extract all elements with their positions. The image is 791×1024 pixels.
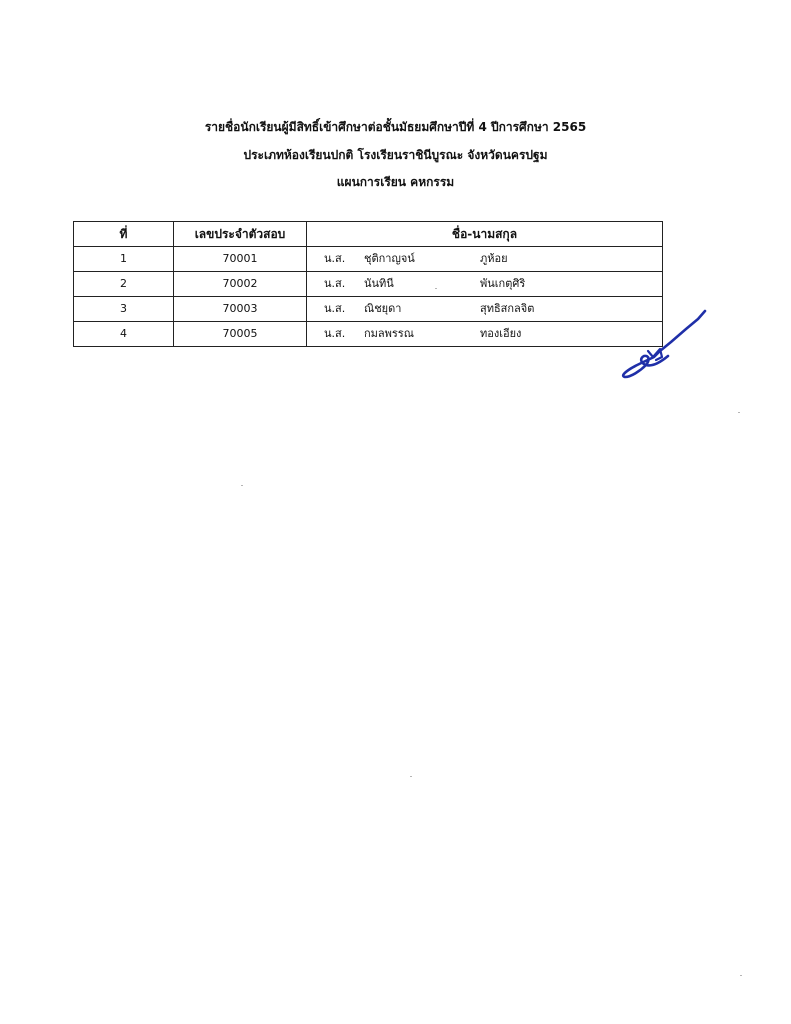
first-name: ชุติกาญจน์ bbox=[364, 252, 415, 265]
signature-stroke bbox=[623, 311, 705, 377]
column-header-full-name: ชื่อ-นามสกุล bbox=[307, 222, 663, 247]
name-prefix: น.ส. bbox=[324, 277, 346, 290]
name-prefix: น.ส. bbox=[324, 302, 346, 315]
full-name-cell bbox=[307, 272, 663, 297]
row-number: 2 bbox=[74, 272, 174, 297]
row-number: 3 bbox=[74, 297, 174, 322]
name-prefix: น.ส. bbox=[324, 252, 346, 265]
last-name: ทองเอียง bbox=[480, 327, 522, 340]
last-name: พันเกตุศิริ bbox=[480, 277, 526, 290]
scan-speck bbox=[435, 288, 437, 289]
exam-id: 70005 bbox=[174, 322, 307, 347]
row-number: 1 bbox=[74, 247, 174, 272]
handwritten-signature bbox=[616, 305, 712, 381]
study-plan-title: แผนการเรียน คหกรรม bbox=[336, 175, 455, 189]
document-title: รายชื่อนักเรียนผู้มีสิทธิ์เข้าศึกษาต่อชั้นมัธยมศึกษาปีที่ 4 ปีการศึกษา 2565 bbox=[204, 120, 587, 134]
table-row bbox=[74, 247, 663, 272]
last-name: ภูห้อย bbox=[480, 252, 508, 265]
first-name: ณิชยุดา bbox=[364, 302, 402, 315]
row-number: 4 bbox=[74, 322, 174, 347]
table-row bbox=[74, 297, 663, 322]
student-list-table bbox=[73, 221, 663, 347]
scan-speck bbox=[738, 412, 740, 413]
first-name: กมลพรรณ bbox=[364, 327, 414, 340]
name-prefix: น.ส. bbox=[324, 327, 346, 340]
scan-speck bbox=[740, 975, 742, 976]
exam-id: 70001 bbox=[174, 247, 307, 272]
scan-speck bbox=[410, 776, 412, 777]
table-header-row bbox=[74, 222, 663, 247]
full-name-cell bbox=[307, 322, 663, 347]
first-name: นันทินี bbox=[364, 277, 394, 290]
scan-speck bbox=[241, 485, 243, 486]
last-name: สุทธิสกลจิต bbox=[480, 302, 535, 315]
exam-id: 70002 bbox=[174, 272, 307, 297]
exam-id: 70003 bbox=[174, 297, 307, 322]
document-subtitle: ประเภทห้องเรียนปกติ โรงเรียนราชินีบูรณะ จังหวัดนครปฐม bbox=[243, 148, 548, 162]
table-row bbox=[74, 272, 663, 297]
full-name-cell bbox=[307, 297, 663, 322]
column-header-exam-id: เลขประจำตัวสอบ bbox=[174, 222, 307, 247]
column-header-number: ที่ bbox=[74, 222, 174, 247]
full-name-cell bbox=[307, 247, 663, 272]
table-row bbox=[74, 322, 663, 347]
